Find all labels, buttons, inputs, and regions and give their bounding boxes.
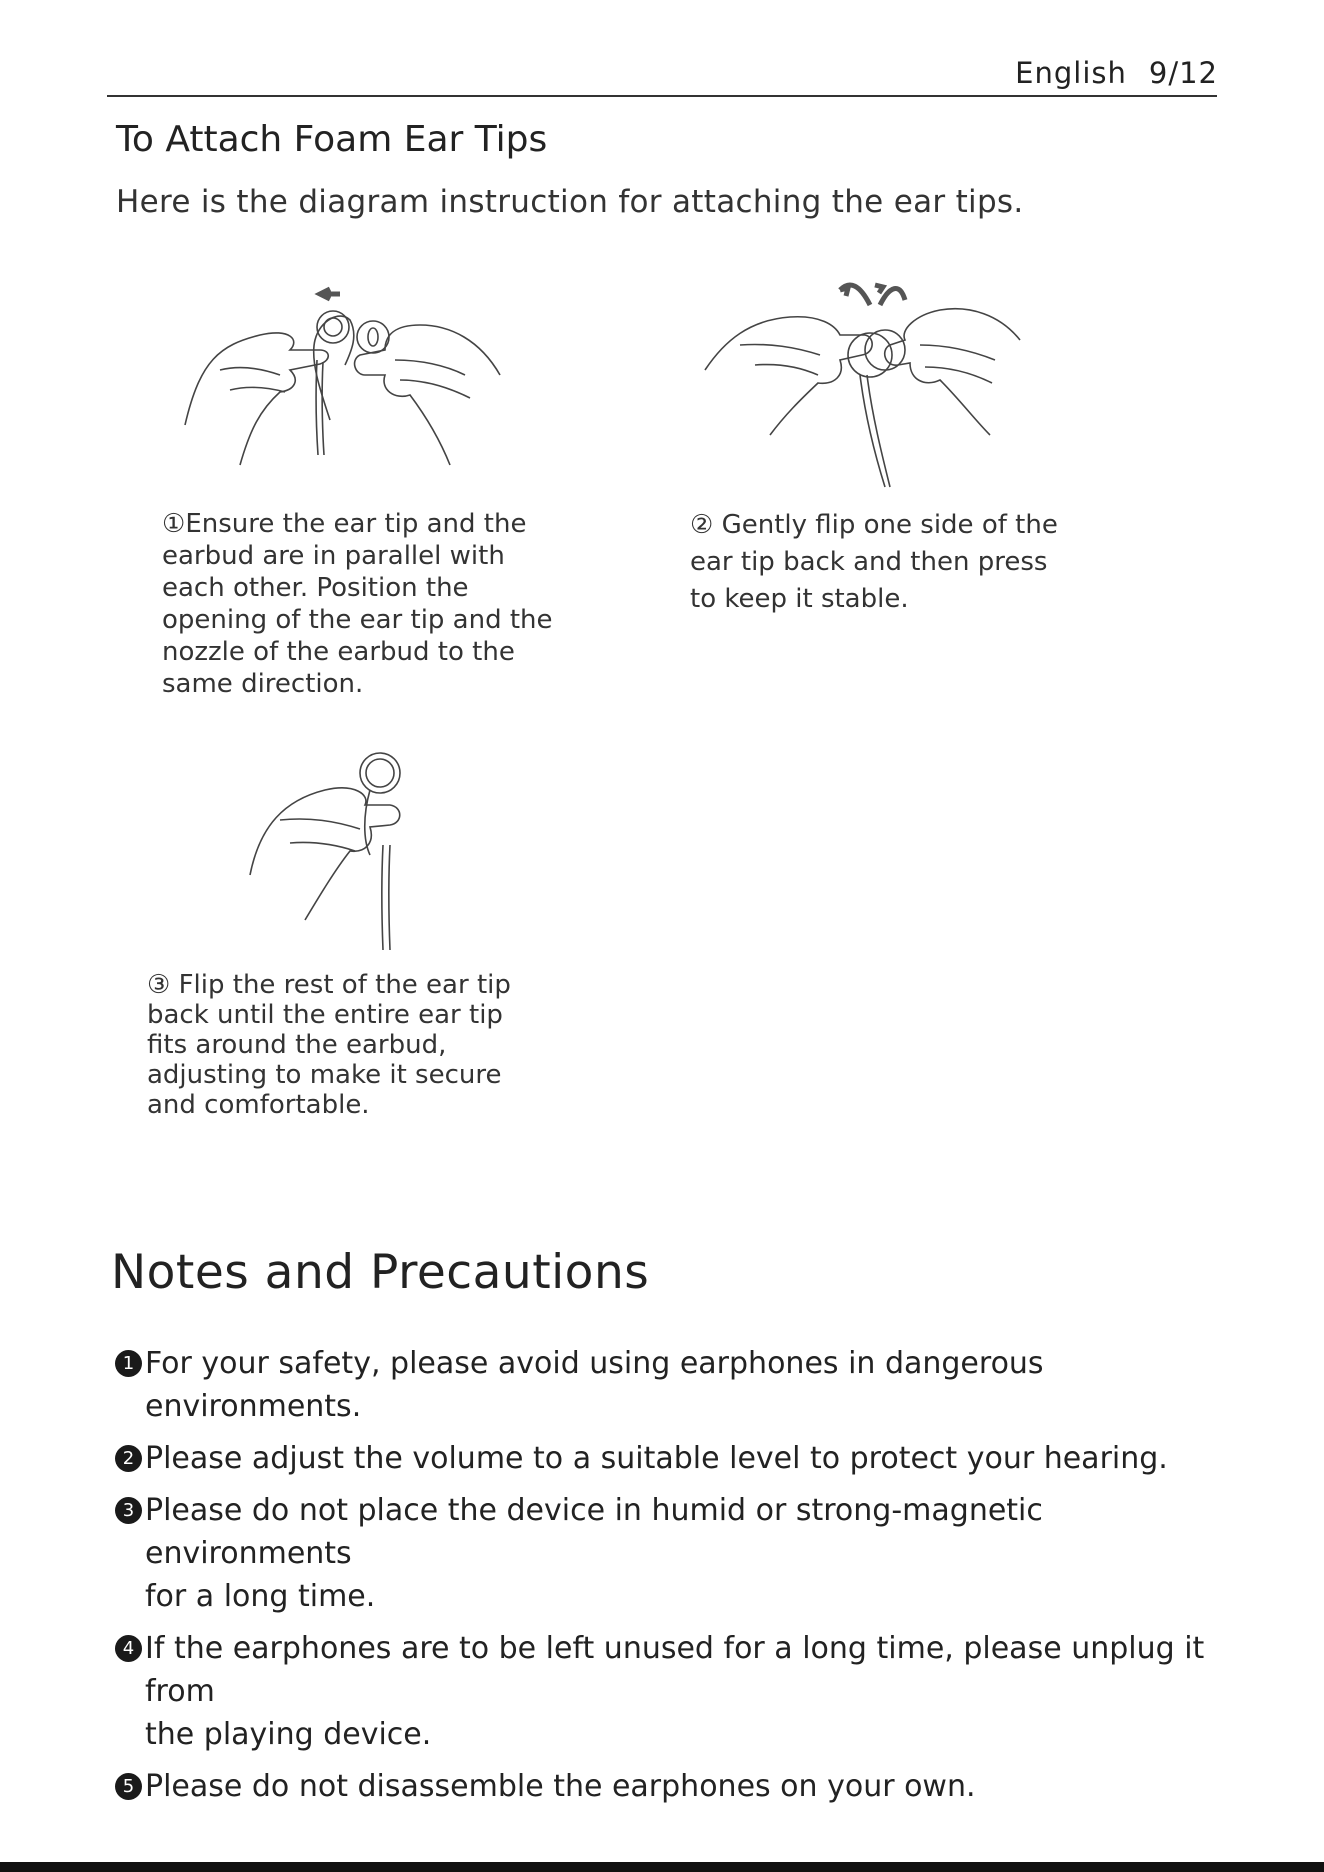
- note-text: For your safety, please avoid using earphones in dangerous environments.: [145, 1346, 1044, 1424]
- notes-title: Notes and Precautions: [111, 1245, 650, 1300]
- note-text: Please adjust the volume to a suitable level to protect your hearing.: [145, 1441, 1168, 1476]
- page-number: 9/12: [1148, 56, 1218, 90]
- step3-marker: ③: [147, 970, 171, 1000]
- note-item: [115, 1765, 1225, 1808]
- step1-body: Ensure the ear tip and the earbud are in parallel with each other. Position the opening of the ear tip and the nozzle of the earbud to the same direction.: [162, 509, 553, 699]
- step2-text: [690, 507, 1090, 618]
- step2-illustration: [700, 275, 1030, 495]
- note-item: [115, 1489, 1225, 1618]
- notes-list: [115, 1342, 1225, 1817]
- note-number-badge: 3: [115, 1497, 142, 1524]
- section-intro: Here is the diagram instruction for attaching the ear tips.: [116, 184, 1024, 220]
- step2-marker: ②: [690, 510, 714, 540]
- header-rule: [107, 95, 1217, 97]
- footer-bar: [0, 1862, 1324, 1872]
- language-label: English: [1015, 56, 1127, 90]
- note-item: [115, 1627, 1225, 1756]
- note-item: [115, 1342, 1225, 1428]
- step3-illustration: [245, 745, 445, 955]
- note-text: Please do not disassemble the earphones on your own.: [145, 1769, 976, 1804]
- step3-text: [147, 970, 567, 1120]
- note-item: [115, 1437, 1225, 1480]
- note-text: Please do not place the device in humid or strong-magnetic environments for a long time.: [145, 1493, 1043, 1614]
- step1-text: [162, 508, 582, 700]
- step1-illustration: [180, 280, 510, 480]
- page-header: [1015, 56, 1218, 90]
- step1-marker: ①: [162, 509, 186, 539]
- note-number-badge: 2: [115, 1445, 142, 1472]
- note-number-badge: 1: [115, 1350, 142, 1377]
- step2-body: Gently flip one side of the ear tip back and then press to keep it stable.: [690, 510, 1058, 614]
- section-title: To Attach Foam Ear Tips: [116, 119, 548, 160]
- note-text: If the earphones are to be left unused for a long time, please unplug it from the playing device.: [145, 1631, 1205, 1752]
- step3-body: Flip the rest of the ear tip back until the entire ear tip fits around the earbud, adjusting to make it secure and comfortable.: [147, 970, 511, 1120]
- note-number-badge: 4: [115, 1635, 142, 1662]
- note-number-badge: 5: [115, 1773, 142, 1800]
